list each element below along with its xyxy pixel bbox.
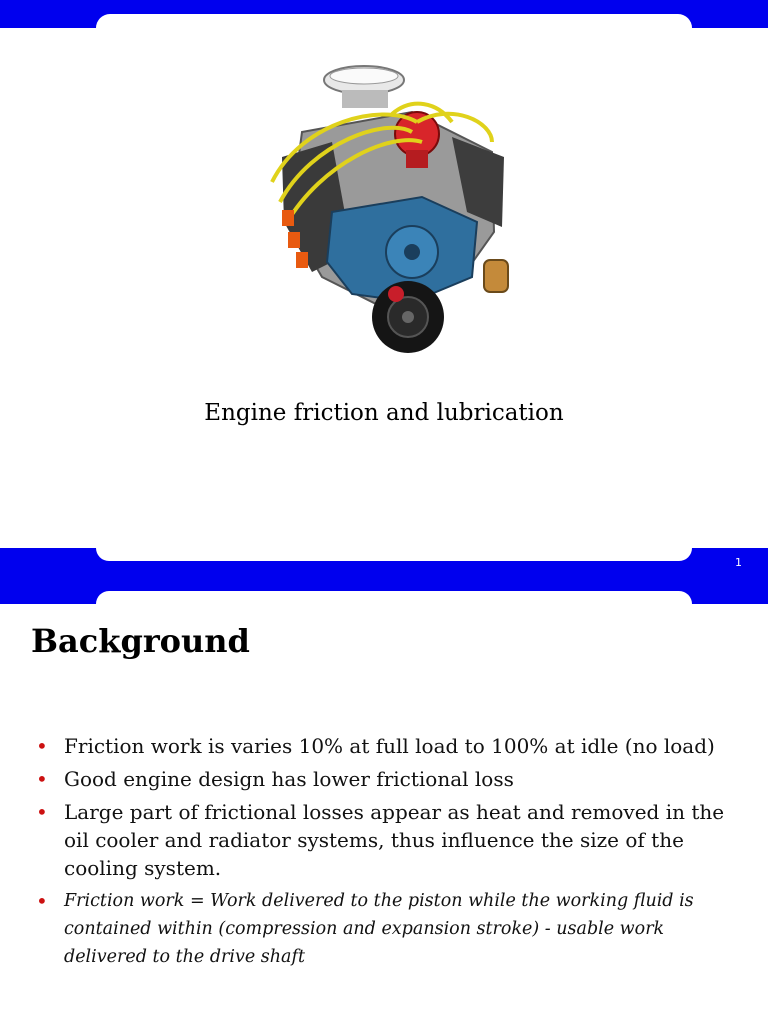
slide-divider-notch-lower xyxy=(96,591,692,604)
slide-divider-notch-upper xyxy=(96,548,692,561)
bullet-marker: • xyxy=(36,889,48,913)
slide-number: 1 xyxy=(735,556,742,569)
slide-top-band-notch xyxy=(96,14,692,28)
bullet-marker: • xyxy=(36,800,48,824)
slide-title: Engine friction and lubrication xyxy=(204,400,564,426)
bullet-text: Good engine design has lower frictional loss xyxy=(64,767,514,791)
bullet-item xyxy=(36,798,736,882)
bullet-text: Friction work = Work delivered to the piston while the working fluid is contained within (compression and expansion stroke) - usable work delivered to the drive shaft xyxy=(64,891,694,967)
bullet-text: Friction work is varies 10% at full load to 100% at idle (no load) xyxy=(64,734,715,758)
section-heading: Background xyxy=(31,622,250,660)
bullet-marker: • xyxy=(36,767,48,791)
bullet-marker: • xyxy=(36,734,48,758)
bullet-list xyxy=(36,732,736,976)
bullet-item xyxy=(36,732,736,760)
bullet-text: Large part of frictional losses appear as heat and removed in the oil cooler and radiator systems, thus influence the size of the cooling system. xyxy=(64,800,725,880)
bullet-item xyxy=(36,765,736,793)
engine-photo xyxy=(262,62,522,358)
bullet-item-definition xyxy=(36,887,736,971)
